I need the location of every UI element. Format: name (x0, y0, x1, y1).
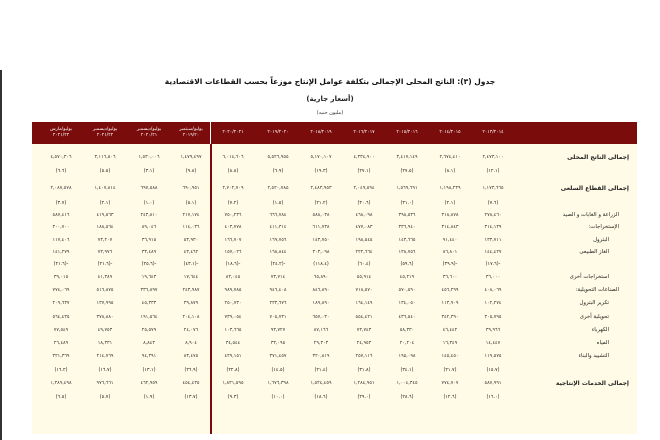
table-cell: (٣٠.٦) (357, 201, 371, 206)
column-header-line1: ٢٠١٤/٢٠١٥ (439, 130, 461, 135)
table-cell: ٧٣٩,٠٥٤ (224, 315, 242, 320)
table-cell: ١٩٥,٠٩٨ (398, 354, 416, 359)
table-row (32, 338, 637, 349)
column-header-line1: يوليو/ديسمبر (136, 127, 162, 132)
table-cell: (٥.٥) (99, 169, 111, 174)
table-cell: (٧.٢) (227, 201, 239, 206)
table-cell: ٥٨,٣٣٠ (399, 328, 415, 333)
table-cell: ٨٦,٨٠١ (442, 250, 458, 255)
table-cell: ٩١,٤٤٠ (442, 238, 458, 243)
table-cell: (١.٠) (143, 201, 155, 206)
table-row (32, 183, 637, 194)
table-cell: (١٦.٧) (98, 368, 112, 373)
table-cell: ٣١٤,٨٤٣ (441, 225, 459, 230)
table-row (32, 392, 637, 403)
table-cell: ٢٤,٠٧٦ (183, 328, 199, 333)
table-cell: ٤,٥٧٠,٣٠٦ (50, 155, 72, 160)
table-cell: (١.٩) (143, 395, 155, 400)
table-cell: ١٤٤,٤٢٧ (484, 250, 502, 255)
table-row (32, 247, 637, 258)
table-cell: ١,١٧٣,٦٦٥ (482, 186, 504, 191)
table-cell: ٣٢٠,٨١٩ (312, 354, 330, 359)
table-cell: ٤٣٦,٥٤٠ (398, 315, 416, 320)
table-cell: ١٤٣,٧٥٠ (312, 238, 330, 243)
table-cell: (٢.١) (444, 201, 456, 206)
table-cell: ١٦٦,٧٠٧ (224, 238, 242, 243)
table-cell: ٢٩,٣٠٣ (313, 341, 329, 346)
table-cell: ١١٣,٩٠٩ (441, 301, 459, 306)
column-header (84, 122, 126, 144)
table-cell: ٢٧٨,٤٦٠ (484, 213, 502, 218)
table-cell: ٨٧,١٦٦ (313, 328, 329, 333)
table-subtitle: (أسعار جارية) (306, 95, 354, 103)
table-cell: ٣٣,٠٩٥ (270, 341, 286, 346)
table-cell: ١١٩,٥٧٥ (484, 354, 502, 359)
table-cell: ١٩٨,٥٤٥ (355, 238, 373, 243)
table-cell: ١,٥٢٤,٤٥٩ (310, 381, 332, 386)
row-label: تكرير البترول (579, 300, 609, 306)
table-cell: (٢٨.٦) (400, 395, 414, 400)
table-cell: (١٥.٧) (486, 368, 500, 373)
table-cell: ٣١٨,٨٧٨ (441, 213, 459, 218)
table-cell: ١٦٤,١٤٩ (355, 301, 373, 306)
table-cell: ١,٨٣١,٥٩٥ (222, 381, 244, 386)
row-label: الغاز الطبيعى (579, 249, 609, 255)
table-cell: (٣.١) (143, 169, 155, 174)
table-cell: (٢٩.٠) (357, 395, 371, 400)
table-cell: (٦٠.٤) (357, 262, 371, 267)
table-cell: ١٣٨,٧٥٦ (398, 250, 416, 255)
table-cell: ١,٣٨٩,٤٩٨ (50, 381, 72, 386)
table-cell: (٨.٨) (227, 169, 239, 174)
table-cell: ٢٥,٥٧٩ (141, 328, 157, 333)
table-cell: ٢٤٣,٨١٠ (140, 213, 158, 218)
table-cell: ٨٣,٠٤٥ (225, 275, 241, 280)
table-cell: ٥٥,٩١٤ (356, 275, 372, 280)
table-cell: ٥١٦,٨٧٥ (96, 288, 114, 293)
table-cell: (١١٨.٤) (313, 262, 329, 267)
table-cell: ٢٤,٩٥٣ (356, 341, 372, 346)
table-cell: ٥٨٧,٤١٦ (52, 213, 70, 218)
table-cell: (١٢.٦) (443, 395, 457, 400)
table-cell: ٢٥٠,٧٣٠ (224, 301, 242, 306)
row-label: إجمالى الخدمات الإنتاجية (555, 380, 629, 387)
table-cell: ٧٣,٢٠٧ (97, 238, 113, 243)
table-row (32, 259, 637, 270)
row-label: إجمالى الناتج المحلى (567, 154, 629, 161)
table-cell: ٢,٠٤٩,٥٩٤ (353, 186, 375, 191)
table-cell: ٤١,٣٨٩ (97, 275, 113, 280)
table-row (32, 210, 637, 221)
column-header-line1: ٢٠١٦/٢٠١٧ (353, 130, 375, 135)
table-cell: (٦.٩) (272, 169, 284, 174)
table-row (32, 298, 637, 309)
table-cell: ١٨٨,٥٦٤ (96, 225, 114, 230)
table-cell: ٣١٤,١٣٩ (484, 225, 502, 230)
table-cell: (٢١.٢) (314, 201, 328, 206)
table-cell: ١٩١,٥٦٤ (140, 315, 158, 320)
table-cell: ٨,٨٤٣ (143, 341, 155, 346)
table-cell: ٤٧٧,٠٨٣ (355, 225, 373, 230)
table-cell: ٥,١٧٠,١٠٧ (310, 155, 332, 160)
table-cell: (٢٤.٢)- (270, 262, 286, 267)
table-cell: (٢٧.١) (357, 169, 371, 174)
table-cell: ٤٢٩,١٥١ (224, 354, 242, 359)
table-header (32, 122, 637, 144)
column-header-line1: ٢٠١٨/٢٠١٩ (310, 130, 332, 135)
table-cell: (٣.٧) (55, 201, 67, 206)
table-cell: ٢٠٤,١٠٨ (182, 315, 200, 320)
table-cell: (١٨.٦) (314, 395, 328, 400)
table-cell: ١,٤٠٧,٨١٤ (94, 186, 116, 191)
table-cell: ٦,٠١٤,٦٠٦ (222, 155, 244, 160)
table-cell: ٣٩,٩٦٦ (485, 328, 501, 333)
page-left-edge (0, 70, 2, 440)
table-cell: ٦٩٠,٩٥١ (182, 186, 200, 191)
table-cell: ٣٩٨,٥٣٦ (398, 213, 416, 218)
table-cell: ٤١١,٣١٤ (269, 225, 287, 230)
table-cell: ٣٩,٠١٥ (53, 275, 69, 280)
table-cell: ١٥٧,٠٢٦ (224, 250, 242, 255)
row-label: استخراجات أخرى (569, 274, 609, 280)
table-cell: ٢٤٣,٩٨٧ (182, 288, 200, 293)
table-cell: ٣٠٣,٠٩٨ (312, 250, 330, 255)
table-cell: ١٤٥,٤٥٠ (441, 354, 459, 359)
table-cell: ٣٩,٨٧٩ (183, 301, 199, 306)
table-cell: ١١٧,٤٠٦ (52, 238, 70, 243)
column-header-line2: ٢٠١٩/٢٠ (182, 133, 200, 138)
table-cell: ١٦,٣٤٩ (442, 341, 458, 346)
table-cell: (٥.١) (185, 201, 197, 206)
table-cell: ٩٣,٧٢٧ (270, 328, 286, 333)
table-cell: (٣١.٠) (400, 201, 414, 206)
table-cell: ٦٥,٨٩٠ (313, 275, 329, 280)
table-cell: (٢٥.٦)- (141, 262, 157, 267)
table-cell: ٤٦,٤٤٢ (442, 328, 458, 333)
table-cell: ٣٠٥,٧٩٥ (484, 315, 502, 320)
table-cell: ٩٤,٣٩١ (141, 354, 157, 359)
table-cell: ٢٦,٤٨٩ (53, 341, 69, 346)
table-cell: ٥٨٧,٩٩١ (484, 381, 502, 386)
table-cell: ١,٦٧٦,٣٩٨ (267, 381, 289, 386)
table-cell: ٧٠٥,٧٣١ (269, 315, 287, 320)
table-cell: ٣٠٠,٧٠٠ (52, 225, 70, 230)
table-cell: ٣٧٨,٨٨٠ (96, 315, 114, 320)
table-cell: ٨٩,٠٤٦ (141, 225, 157, 230)
table-cell: ٤٠٨,٠٦٩ (484, 288, 502, 293)
table-cell: ٦٥٧,٠٣٠ (312, 315, 330, 320)
table-cell: ١١٤,٠٣٦ (182, 225, 200, 230)
table-cell: ٤٥٤,٤٣٥ (182, 381, 200, 386)
table-row (32, 235, 637, 246)
table-cell: ١,٢٨٤,٩٥١ (353, 381, 375, 386)
table-cell: ١٨٩,٨٩٠ (312, 301, 330, 306)
table-cell: (٣٤.١) (400, 368, 414, 373)
table-cell: ١٨,٣٣١ (97, 341, 113, 346)
table-cell: ٢٣٣,٦٧٦ (269, 301, 287, 306)
table-cell: ١,٥٦٩,٦٩١ (396, 186, 418, 191)
table-cell: (٢.١) (99, 201, 111, 206)
column-header (386, 122, 428, 144)
table-row (32, 365, 637, 376)
table-cell: ٣٣٦,٨٩٧ (140, 288, 158, 293)
table-cell: ٢٠٩,٦٣٧ (52, 301, 70, 306)
table-cell: (٦.٦) (55, 169, 67, 174)
table-cell: ١٣٤,٠٥٠ (398, 301, 416, 306)
row-label: الزراعة و الغابات و الصيد (562, 212, 619, 218)
table-cell: ١٩,٦٤٣ (141, 275, 157, 280)
table-cell: ٣٣,٤٨٩ (141, 250, 157, 255)
row-label: المياه (596, 340, 609, 346)
table-row (32, 312, 637, 323)
table-cell: ٤,٣٣٤,٩٠٠ (353, 155, 375, 160)
table-cell: ٧٧٤,٧٠٧ (441, 381, 459, 386)
column-header (472, 122, 514, 144)
table-cell: (٢١.٤) (314, 368, 328, 373)
table-cell: ١,١٩٨,٢٣٩ (439, 186, 461, 191)
row-label: البترول (593, 237, 609, 243)
table-cell: ٨٤٦,٨٩٠ (312, 288, 330, 293)
table-cell: (٥٩.٦) (400, 262, 414, 267)
table-cell: ٣٧١,٤٥٧ (269, 354, 287, 359)
table-cell: ٦١١,٧٣٨ (312, 225, 330, 230)
table-cell: ١٠٢,٢٧٤ (484, 301, 502, 306)
table-cell: ٨,٩٠٤ (185, 341, 197, 346)
table-cell: (١٣.٧) (184, 395, 198, 400)
table-cell: ٢,٠٨٧,٥٧٨ (50, 186, 72, 191)
table-cell: ٢٥٧,١١٦ (355, 354, 373, 359)
column-header-line1: يوليو/مارس (49, 127, 73, 132)
table-cell: ٢٢٢,٦٦٤ (355, 250, 373, 255)
table-cell: ٤٦٢,٩٥٩ (140, 381, 158, 386)
row-label: الصناعات التحويلية: (575, 287, 619, 293)
table-cell: (٢١.٦)- (53, 262, 69, 267)
table-cell: ٤٩,٧٥٣ (97, 328, 113, 333)
table-cell: ٤٥,٢١٩ (399, 275, 415, 280)
table-row (32, 222, 637, 233)
column-header-line2: ٢٠٢١/٢٢ (52, 133, 70, 138)
table-cell: ٥٨٨,٠٣٨ (312, 213, 330, 218)
table-cell: (٥.٧) (99, 395, 111, 400)
column-header-line1: ٢٠٢٠/٢٠٢١ (222, 130, 244, 135)
table-cell: (٢٢.٨) (226, 368, 240, 373)
table-cell: ٥٥٤,٤٢١ (355, 315, 373, 320)
table-cell: (١٦.٢) (54, 368, 68, 373)
table-cell: ٣٢١,٣٦٩ (52, 354, 70, 359)
table-cell: ٤٣,٤٦٢ (183, 250, 199, 255)
table-cell: ١,٤٧٩,٤٩٧ (180, 155, 202, 160)
table-row (32, 152, 637, 163)
table-cell: (٣٩.٩)- (442, 262, 458, 267)
table-cell: (١٣.١) (142, 368, 156, 373)
row-label: التشييد والبناء (578, 353, 609, 359)
table-cell: (٢٧.٥) (400, 169, 414, 174)
table-cell: (١٦.٠) (486, 395, 500, 400)
table-cell: ٤٠٣,٧٧٨ (224, 225, 242, 230)
table-cell: ٤٥٦,٢٩٩ (441, 288, 459, 293)
table-cell: ٥,٥٢٦,٩٥٥ (267, 155, 289, 160)
column-header (170, 122, 212, 144)
table-title: جدول (٣): الناتج المحلى الإجمالى بتكلفة عوامل الإنتاج موزعاً بحسب القطاعات الاقتصادية (164, 77, 496, 86)
column-header-line1: ٢٠١٣/٢٠١٤ (482, 130, 504, 135)
table-cell: ١٣٣,٧١١ (484, 238, 502, 243)
table-cell: ٢٠,٢٠٤ (399, 341, 415, 346)
table-cell: ١,٠٠٤,٣٤٥ (396, 381, 418, 386)
row-label: إجمالى القطاع السلعى (560, 185, 629, 192)
table-cell: ٢,٥٢٠,٧٨٥ (267, 186, 289, 191)
column-header-line1: ٢٠١٩/٢٠٢٠ (267, 130, 289, 135)
row-label: تحويلية أخرى (579, 314, 609, 320)
table-cell: ٩٨٩,٧٨٥ (224, 288, 242, 293)
table-cell: ٣٤٢,٣٩٠ (441, 315, 459, 320)
table-cell: ١٤٣,٦٦٥ (398, 238, 416, 243)
table-cell: ١٤١,٢٧٩ (52, 250, 70, 255)
column-header (300, 122, 342, 144)
table-cell: ٦٦٦,٧٨٤ (269, 213, 287, 218)
table-row (32, 378, 637, 389)
table-cell: ٢١٤,٧٦٩ (96, 354, 114, 359)
table-row (32, 285, 637, 296)
column-header (257, 122, 299, 144)
table-cell: ٦٩٧,٥٨٨ (140, 186, 158, 191)
table-cell: ٣٦,٠٠٠ (485, 275, 501, 280)
table-cell: ٧٣,٧٤٣ (356, 328, 372, 333)
column-header-line1: يوليو/ديسمبر (92, 127, 118, 132)
column-header (343, 122, 385, 144)
table-cell: (٩.٣) (227, 395, 239, 400)
table-cell: ٢,٤٧٣,١٠٠ (482, 155, 504, 160)
table-cell: ٥٦٤,٤٣٥ (52, 315, 70, 320)
table-cell: ١٠٣,٦٦٥ (224, 328, 242, 333)
table-cell: ٧٥٠,٢٣٦ (224, 213, 242, 218)
table-cell: (١.٥) (272, 201, 284, 206)
table-cell: ١,٥٣٠,٠٠٦ (138, 155, 160, 160)
table-cell: (٧.٦) (487, 201, 499, 206)
column-header-line1: يوليو/سبتمبر (179, 127, 203, 132)
column-header-line2: ٢٠٢١/٢٢ (96, 133, 114, 138)
table-cell: ٤٦٨,٠٩٨ (355, 213, 373, 218)
table-cell: ٣٦,٦٠٠ (442, 275, 458, 280)
table-cell: (١٨.٦)- (225, 262, 241, 267)
column-header (128, 122, 170, 144)
header-divider (210, 122, 211, 144)
table-cell: ٧٧٤,٠٦٩ (52, 288, 70, 293)
column-header (212, 122, 254, 144)
table-cell: (١٠.٠) (271, 395, 285, 400)
table-cell: (١٤.٥) (271, 368, 285, 373)
table-cell: ٢١٧,١٧٤ (182, 213, 200, 218)
table-cell: (١٢.١) (486, 169, 500, 174)
table-row (32, 351, 637, 362)
table-cell: ٢,٧٠٢,٧٠٩ (222, 186, 244, 191)
table-cell: ١٤,٤٤٧ (485, 341, 501, 346)
table-cell: ٣٦,٩١٥ (141, 238, 157, 243)
table-cell: ٣٤,٥٤٤ (225, 341, 241, 346)
table-cell: ١٧,٦٤٤ (183, 275, 199, 280)
column-header-line1: ٢٠١٥/٢٠١٦ (396, 130, 418, 135)
table-cell: ٤١٩,٥٦٣ (96, 213, 114, 218)
table-row (32, 166, 637, 177)
table-cell: ٥٣,٩٣٠ (183, 238, 199, 243)
table-cell: ٣,١١٦,٥٠٦ (94, 155, 116, 160)
table-row (32, 272, 637, 283)
gdp-table (32, 122, 637, 434)
table-cell: (٣١.٨) (357, 368, 371, 373)
table-cell: ١٦٩,٧٥٦ (269, 238, 287, 243)
table-cell: ٧٣,٩٧٦ (97, 250, 113, 255)
table-cell: ٧٧,٥٤٩ (53, 328, 69, 333)
table-cell: ٩٧٦,٦٦١ (96, 381, 114, 386)
table-cell: (١٩.٣) (314, 169, 328, 174)
table-cell: (٨.١) (444, 169, 456, 174)
table-row (32, 198, 637, 209)
table-cell: ١٦٨,٨٤٤ (269, 250, 287, 255)
table-cell: ٢,٦٧٤,٤١٠ (439, 155, 461, 160)
table-cell: ٩٤٦,٤٠٨ (269, 288, 287, 293)
column-header (429, 122, 471, 144)
table-cell: ٤٥,٣٣٣ (141, 301, 157, 306)
table-cell: ١٣٧,٩٩٥ (96, 301, 114, 306)
table-cell: ٧١٨,٥٧٠ (355, 288, 373, 293)
table-cell: ٨٣,٤٧٥ (183, 354, 199, 359)
row-label: الكهرباء (591, 327, 609, 333)
table-cell: ٣,٤١٧,١٤٩ (396, 155, 418, 160)
table-unit: (مليون جنيه) (316, 110, 344, 116)
table-cell: ٢,٤٨٣,٩٥٣ (310, 186, 332, 191)
column-header (40, 122, 82, 144)
table-row (32, 325, 637, 336)
column-header-line2: ٢٠٢٠/٢١ (140, 133, 158, 138)
table-cell: ٧٣,٧١٤ (270, 275, 286, 280)
row-label: الإستخراجات: (588, 224, 619, 230)
table-cell: (٩.٨) (185, 169, 197, 174)
table-cell: (٢١.٧) (443, 368, 457, 373)
table-cell: ٥٧٠,٥٩٠ (398, 288, 416, 293)
table-cell: (٢١.٦)- (97, 262, 113, 267)
table-cell: (٤٣.١)- (183, 262, 199, 267)
table-cell: (٦.٥) (55, 395, 67, 400)
table-cell: (١٧.٦)- (485, 262, 501, 267)
table-cell: ٣٣٦,٩٤٠ (398, 225, 416, 230)
table-cell: (٢٦.٩) (184, 368, 198, 373)
